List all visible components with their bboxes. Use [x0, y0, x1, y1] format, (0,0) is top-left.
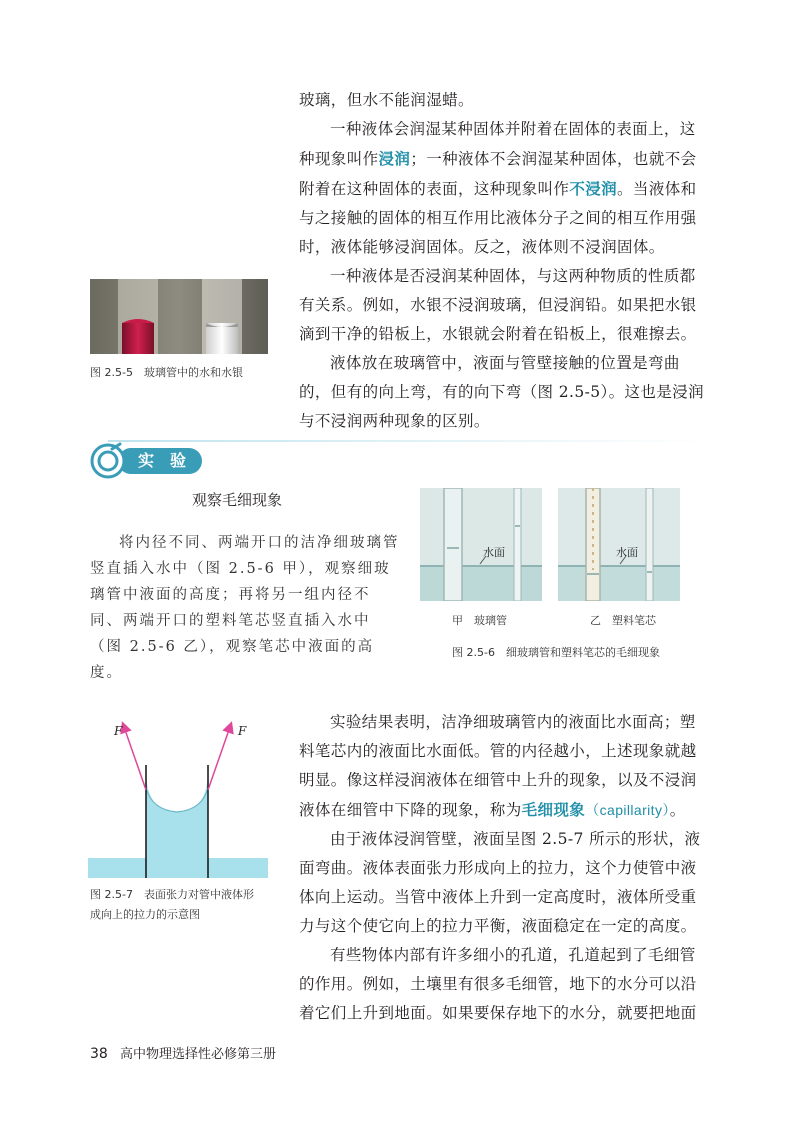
paragraph-1: 玻璃，但水不能润湿蜡。: [299, 91, 474, 109]
term-capillarity-english: （capillarity）: [585, 802, 670, 818]
figure-2-5-6-caption: 图 2.5-6 细玻璃管和塑料笔芯的毛细现象: [452, 646, 660, 659]
term-non-wetting: 不浸润: [569, 179, 618, 198]
paragraph-7: 有些物体内部有许多细小的孔道，孔道起到了毛细管的作用。例如，土壤里有很多毛细管，地下的水分可以沿着它们上升到地面。如果要保存地下的水分，就要把地面: [299, 946, 697, 1022]
force-label-left: F: [114, 724, 123, 738]
force-label-right: F: [238, 724, 247, 738]
page-number: 38: [90, 1046, 108, 1062]
experiment-title: 观察毛细现象: [192, 491, 283, 509]
top-text-block: [299, 86, 709, 436]
paragraph-4: 液体放在玻璃管中，液面与管壁接触的位置是弯曲的，但有的向上弯，有的向下弯（图 2.5-5）。这也是浸润与不浸润两种现象的区别。: [299, 354, 705, 430]
book-title: 高中物理选择性必修第三册: [119, 1047, 276, 1062]
figure-2-5-6-left-photo: [420, 488, 542, 601]
term-capillarity: 毛细现象: [521, 800, 586, 819]
figure-2-5-5-caption: 图 2.5-5 玻璃管中的水和水银: [90, 366, 243, 379]
experiment-text: 将内径不同、两端开口的洁净细玻璃管竖直插入水中（图 2.5-6 甲），观察细玻璃管中液面的高度；再将另一组内径不同、两端开口的塑料笔芯竖直插入水中（图 2.5-6 乙），观察笔芯中液面的高度。: [90, 535, 400, 681]
paragraph-5: 实验结果表明，洁净细玻璃管内的液面比水面高；塑料笔芯内的液面比水面低。管的内径越小，上述现象就越明显。像这样浸润液体在细管中上升的现象，以及不浸润液体在细管中下降的现象，称为毛细现象（capillarity）。: [299, 713, 697, 819]
paragraph-2: 一种液体会润湿某种固体并附着在固体的表面上，这种现象叫作浸润；一种液体不会润湿某种固体，也就不会附着在这种固体的表面，这种现象叫作不浸润。当液体和与之接触的固体的相互作用比液体分子之间的相互作用强时，液体能够浸润固体。反之，液体则不浸润固体。: [299, 120, 697, 256]
figure-2-5-6-right-label: 水面: [616, 546, 638, 559]
figure-2-5-6-left-sub: 甲 玻璃管: [452, 614, 507, 627]
experiment-banner-label: 实 验: [138, 451, 187, 470]
term-wetting: 浸润: [378, 149, 411, 168]
figure-2-5-6-right-sub: 乙 塑料笔芯: [590, 614, 656, 627]
tubes-water-mercury-illustration: [90, 279, 268, 354]
figure-2-5-7-caption: 图 2.5-7 表面张力对管中液体形 成向上的拉力的示意图: [90, 888, 254, 921]
bottom-text-block: [299, 708, 709, 1028]
paragraph-3: 一种液体是否浸润某种固体，与这两种物质的性质都有关系。例如，水银不浸润玻璃，但浸润铅。如果把水银滴到干净的铅板上，水银就会附着在铅板上，很难擦去。: [299, 267, 697, 343]
paragraph-6: 由于液体浸润管壁，液面呈图 2.5-7 所示的形状，液面弯曲。液体表面张力形成向上的拉力，这个力使管中液体向上运动。当管中液体上升到一定高度时，液体所受重力与这个使它向上的拉力平衡，液面稳定在一定的高度。: [299, 830, 701, 935]
figure-2-5-6-left-label: 水面: [483, 546, 505, 559]
glass-tubes-illustration: [420, 488, 542, 601]
figure-2-5-5-photo: [90, 279, 268, 354]
page-footer: [90, 1043, 276, 1062]
